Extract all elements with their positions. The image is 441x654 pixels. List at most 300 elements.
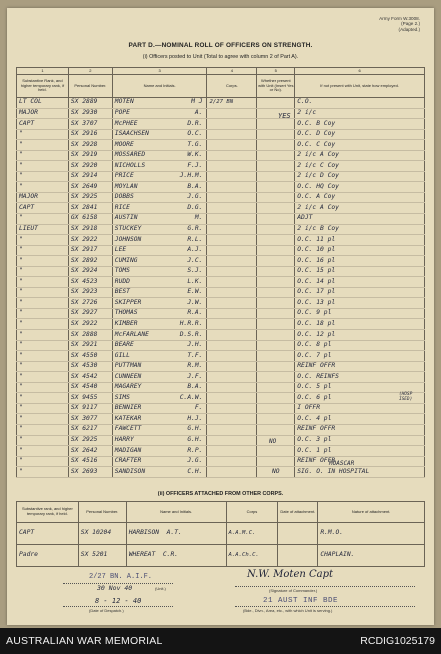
cell-number: SX 2927 [68, 308, 112, 319]
cell-rank: " [17, 140, 69, 151]
att-nature: R.M.O. [318, 523, 425, 545]
att-header-number: Personal Number. [78, 502, 126, 523]
cell-corps [207, 456, 257, 467]
despatch-line [63, 606, 173, 607]
cell-corps [207, 171, 257, 182]
cell-rank: " [17, 266, 69, 277]
attached-row [17, 545, 425, 567]
table-row [17, 456, 425, 467]
cell-name [112, 98, 207, 109]
form-page-text: (Page 2.) [401, 21, 420, 27]
officer-initials: R.P. [187, 446, 203, 454]
officer-surname: MAGAREY [114, 383, 142, 391]
officer-surname: McFARLANE [114, 330, 149, 338]
cell-present [257, 235, 295, 246]
cell-employed: O.C. 14 pl [295, 277, 425, 288]
officer-initials: G.H. [187, 425, 203, 433]
header-name: Name and Initials. [112, 75, 207, 98]
cell-corps [207, 319, 257, 330]
cell-number: SX 2888 [68, 330, 112, 341]
officer-surname: SIMS [114, 393, 130, 401]
cell-name [112, 424, 207, 435]
cell-rank: " [17, 467, 69, 478]
cell-name [112, 266, 207, 277]
officer-surname: LEE [114, 246, 127, 254]
table-row [17, 382, 425, 393]
officer-surname: JOHNSON [114, 235, 142, 243]
column-number-row [17, 68, 425, 75]
cell-employed: O.C. 10 pl [295, 245, 425, 256]
officer-initials: F. [194, 404, 203, 412]
table-row [17, 277, 425, 288]
cell-employed: O.C. 9 pl [295, 308, 425, 319]
cell-name [112, 340, 207, 351]
cell-corps [207, 424, 257, 435]
cell-employed: REINF OFFR [295, 424, 425, 435]
watermark-left: AUSTRALIAN WAR MEMORIAL [6, 635, 163, 647]
table-row [17, 403, 425, 414]
cell-rank: MAJOR [17, 108, 69, 119]
col-num: 6 [295, 68, 425, 75]
cell-corps [207, 414, 257, 425]
table-row [17, 351, 425, 362]
cell-corps [207, 287, 257, 298]
cell-corps [207, 361, 257, 372]
cell-name [112, 129, 207, 140]
cell-rank: CAPT [17, 119, 69, 130]
officer-surname: KIMBER [114, 319, 138, 327]
cell-present [257, 203, 295, 214]
att-name [126, 545, 226, 567]
cell-number: SX 4516 [68, 456, 112, 467]
officer-initials: D.R. [187, 119, 203, 127]
cell-name [112, 108, 207, 119]
cell-rank: " [17, 256, 69, 267]
cell-present [257, 245, 295, 256]
table-header-row [17, 75, 425, 98]
cell-name [112, 182, 207, 193]
cell-corps [207, 182, 257, 193]
cell-name [112, 245, 207, 256]
cell-rank: " [17, 382, 69, 393]
att-rank: Padre [17, 545, 79, 567]
header-rank: Substantive Rank, and higher temporary rank, if held. [17, 75, 69, 98]
table-row [17, 235, 425, 246]
cell-employed: 2 i/c D Coy [295, 171, 425, 182]
cell-rank: LT COL [17, 98, 69, 109]
cell-present [257, 98, 295, 109]
signature-label: (Signature of Commander.) [269, 588, 318, 593]
cell-number: SX 4542 [68, 372, 112, 383]
cell-employed: 2 i/c C Coy [295, 161, 425, 172]
cell-rank: " [17, 277, 69, 288]
att-corps: A.A.M.C. [226, 523, 278, 545]
cell-rank: " [17, 161, 69, 172]
cell-employed: 2 i/c [295, 108, 425, 119]
att-corps: A.A.Ch.C. [226, 545, 278, 567]
cell-name [112, 298, 207, 309]
cell-present [257, 298, 295, 309]
attached-row [17, 523, 425, 545]
cell-employed: O.C. D Coy [295, 129, 425, 140]
unit-stamp: 2/27 BN. A.I.F. [89, 573, 153, 581]
cell-present [257, 330, 295, 341]
cell-employed: O.C. 18 pl [295, 319, 425, 330]
officer-surname: THOMAS [114, 309, 138, 317]
cell-number: SX 2920 [68, 161, 112, 172]
att-header-nature: Nature of attachment. [318, 502, 425, 523]
cell-number: SX 2914 [68, 171, 112, 182]
officer-surname: BEARE [114, 341, 134, 349]
cell-name [112, 414, 207, 425]
cell-rank: " [17, 245, 69, 256]
att-nature: CHAPLAIN. [318, 545, 425, 567]
cell-employed: ADJT [295, 214, 425, 225]
cell-name [112, 203, 207, 214]
cell-name [112, 403, 207, 414]
attached-header-row [17, 502, 425, 523]
cell-number: SX 4550 [68, 351, 112, 362]
cell-employed: O.C. 6 pl [295, 393, 425, 404]
cell-employed: C.O. [295, 98, 425, 109]
cell-number: SX 3707 [68, 119, 112, 130]
cell-present [257, 224, 295, 235]
officer-initials: W.K. [187, 151, 203, 159]
table-row [17, 129, 425, 140]
despatch-label: (Date of Despatch.) [89, 608, 124, 613]
table-row [17, 330, 425, 341]
cell-rank: " [17, 456, 69, 467]
officer-surname: McPHEE [114, 119, 138, 127]
officer-surname: PRICE [114, 172, 134, 180]
cell-name [112, 467, 207, 478]
cell-employed: O.C. C Coy [295, 140, 425, 151]
cell-corps [207, 224, 257, 235]
cell-corps [207, 435, 257, 446]
cell-name [112, 161, 207, 172]
table-row [17, 393, 425, 404]
officer-surname: CUNNEEN [114, 372, 142, 380]
cell-number: SX 2925 [68, 192, 112, 203]
cell-employed: O.C. A Coy [295, 192, 425, 203]
cell-present [257, 161, 295, 172]
cell-rank: " [17, 403, 69, 414]
att-number: SX 5201 [78, 545, 126, 567]
cell-number: SX 2928 [68, 140, 112, 151]
officer-initials: H.R.R. [179, 319, 203, 327]
officer-surname: GILL [114, 351, 130, 359]
cell-present [257, 150, 295, 161]
col-num: 3 [112, 68, 207, 75]
cell-employed: O.C. 15 pl [295, 266, 425, 277]
cell-present [257, 277, 295, 288]
cell-employed: O.C. B Coy [295, 119, 425, 130]
cell-rank: " [17, 214, 69, 225]
cell-corps [207, 330, 257, 341]
cell-employed: O.C. 12 pl [295, 330, 425, 341]
table-row [17, 214, 425, 225]
att-header-rank: Substantive rank, and higher temporary rank, if held. [17, 502, 79, 523]
cell-number: SX 2921 [68, 340, 112, 351]
cell-corps [207, 192, 257, 203]
table-row [17, 266, 425, 277]
cell-employed: O.C. 4 pl [295, 414, 425, 425]
cell-present [257, 308, 295, 319]
cell-number: SX 2726 [68, 298, 112, 309]
officer-surname: PUTTMAN [114, 362, 142, 370]
cell-present [257, 393, 295, 404]
table-row [17, 424, 425, 435]
cell-name [112, 224, 207, 235]
cell-present [257, 140, 295, 151]
cell-number: SX 2841 [68, 203, 112, 214]
hospital-margin-note: (HOSP ISED) [399, 392, 413, 402]
cell-number: SX 2925 [68, 435, 112, 446]
cell-rank: " [17, 287, 69, 298]
col-num: 5 [257, 68, 295, 75]
table-row [17, 467, 425, 478]
cell-rank: " [17, 340, 69, 351]
officer-initials: J.H.M. [179, 172, 203, 180]
brigade-stamp: 21 AUST INF BDE [263, 597, 339, 605]
cell-corps [207, 140, 257, 151]
att-surname: HARBISON [128, 529, 160, 537]
cell-corps [207, 119, 257, 130]
cell-present [257, 446, 295, 457]
officer-initials: G.R. [187, 225, 203, 233]
att-header-date: Date of attachment. [278, 502, 318, 523]
cell-employed: REINF OFFR [295, 456, 425, 467]
table-row [17, 161, 425, 172]
cell-present [257, 129, 295, 140]
header-number: Personal Number. [68, 75, 112, 98]
cell-rank: " [17, 424, 69, 435]
cell-corps [207, 245, 257, 256]
cell-corps [207, 393, 257, 404]
cell-number: SX 2924 [68, 266, 112, 277]
cell-present [257, 171, 295, 182]
att-date [278, 523, 318, 545]
signature-line [235, 586, 415, 587]
officer-initials: J.H. [187, 341, 203, 349]
officer-initials: M J [191, 98, 203, 106]
table-row [17, 319, 425, 330]
officer-surname: KATEKAR [114, 414, 142, 422]
cell-corps [207, 214, 257, 225]
cell-present [257, 287, 295, 298]
officer-surname: MOYLAN [114, 182, 138, 190]
cell-corps [207, 372, 257, 383]
cell-corps [207, 308, 257, 319]
commander-signature: N.W. Moten Capt [247, 569, 334, 580]
att-header-corps: Corps [226, 502, 278, 523]
officer-surname: ISAACHSEN [114, 130, 149, 138]
cell-present: NO [257, 467, 295, 478]
cell-corps [207, 108, 257, 119]
cell-present [257, 119, 295, 130]
cell-number: SX 2917 [68, 245, 112, 256]
cell-present [257, 382, 295, 393]
cell-number: SX 9455 [68, 393, 112, 404]
cell-rank: CAPT [17, 203, 69, 214]
cell-corps [207, 467, 257, 478]
officer-initials: H.J. [187, 414, 203, 422]
cell-number: SX 2919 [68, 150, 112, 161]
moascar-note: MOASCAR [329, 460, 355, 467]
cell-rank: " [17, 150, 69, 161]
table-row [17, 108, 425, 119]
cell-employed: 2 i/c B Coy [295, 224, 425, 235]
cell-name [112, 256, 207, 267]
form-adapted-text: (Adapted.) [398, 26, 420, 32]
cell-number: SX 2916 [68, 129, 112, 140]
officer-initials: R.L. [187, 235, 203, 243]
cell-name [112, 351, 207, 362]
cell-corps [207, 340, 257, 351]
cell-corps [207, 256, 257, 267]
cell-name [112, 214, 207, 225]
cell-corps [207, 277, 257, 288]
cell-employed: 2 i/c A Coy [295, 203, 425, 214]
officer-initials: E.W. [187, 288, 203, 296]
cell-present [257, 372, 295, 383]
cell-employed: 2 i/c A Coy [295, 150, 425, 161]
cell-corps [207, 351, 257, 362]
cell-rank: " [17, 182, 69, 193]
officer-initials: S.J. [187, 267, 203, 275]
cell-name [112, 192, 207, 203]
col-num: 4 [207, 68, 257, 75]
officer-initials: J.C. [187, 256, 203, 264]
cell-name [112, 277, 207, 288]
cell-number: SX 2642 [68, 446, 112, 457]
cell-rank: " [17, 351, 69, 362]
cell-rank: " [17, 171, 69, 182]
officer-surname: STUCKEY [114, 225, 142, 233]
header-corps: Corps. [207, 75, 257, 98]
cell-employed: O.C. 13 pl [295, 298, 425, 309]
officer-surname: HARRY [114, 435, 134, 443]
officer-surname: POPE [114, 109, 130, 117]
cell-name [112, 235, 207, 246]
cell-present [257, 319, 295, 330]
cell-present [257, 351, 295, 362]
table-row [17, 98, 425, 109]
officer-initials: J.W. [187, 298, 203, 306]
officer-surname: CUMING [114, 256, 138, 264]
table-row [17, 119, 425, 130]
att-initials: C.R. [162, 551, 179, 559]
officer-initials: T.G. [187, 140, 203, 148]
cell-name [112, 446, 207, 457]
yes-mark: YES [278, 112, 291, 120]
cell-corps [207, 235, 257, 246]
cell-employed: O.C. 11 pl [295, 235, 425, 246]
officer-initials: F.J. [187, 161, 203, 169]
officer-initials: A. [194, 109, 203, 117]
cell-rank: " [17, 330, 69, 341]
officer-surname: RICE [114, 203, 130, 211]
att-date [278, 545, 318, 567]
unit-label: (Unit.) [155, 586, 166, 591]
cell-corps [207, 203, 257, 214]
cell-rank: " [17, 414, 69, 425]
cell-rank: " [17, 319, 69, 330]
table-row [17, 150, 425, 161]
cell-rank: " [17, 435, 69, 446]
no-mark: NO [269, 438, 277, 445]
cell-present [257, 214, 295, 225]
cell-corps [207, 403, 257, 414]
cell-present [257, 414, 295, 425]
table-row [17, 308, 425, 319]
cell-number: SX 2649 [68, 182, 112, 193]
officer-initials: A.J. [187, 246, 203, 254]
cell-rank: " [17, 393, 69, 404]
watermark-right: RCDIG1025179 [360, 635, 435, 647]
officer-initials: D.S.R. [179, 330, 203, 338]
table-row [17, 182, 425, 193]
table-row [17, 372, 425, 383]
cell-present [257, 266, 295, 277]
cell-present [257, 424, 295, 435]
cell-present [257, 182, 295, 193]
document-page [7, 8, 434, 625]
col-num: 1 [17, 68, 69, 75]
table-row [17, 435, 425, 446]
table-row [17, 256, 425, 267]
table-row [17, 340, 425, 351]
att-rank: CAPT [17, 523, 79, 545]
officer-surname: DOBBS [114, 193, 134, 201]
table-row [17, 171, 425, 182]
cell-number: SX 2892 [68, 256, 112, 267]
officer-initials: G.H. [187, 435, 203, 443]
cell-number: SX 4523 [68, 277, 112, 288]
cell-employed: I OFFR [295, 403, 425, 414]
cell-employed: O.C. REINFS [295, 372, 425, 383]
officer-surname: TOMS [114, 267, 130, 275]
officer-initials: J.F. [187, 372, 203, 380]
officer-surname: SKIPPER [114, 298, 142, 306]
officer-surname: BEST [114, 288, 130, 296]
cell-rank: " [17, 235, 69, 246]
cell-number: SX 9117 [68, 403, 112, 414]
officer-surname: SANDISON [114, 467, 146, 475]
section-attached-title: (ii) OFFICERS ATTACHED FROM OTHER CORPS. [157, 491, 284, 497]
table-row [17, 361, 425, 372]
officer-initials: T.F. [187, 351, 203, 359]
cell-name [112, 372, 207, 383]
form-number-text: Army Form W.3008. [379, 16, 420, 21]
cell-number: SX 2922 [68, 319, 112, 330]
table-row [17, 298, 425, 309]
cell-name [112, 435, 207, 446]
cell-name [112, 330, 207, 341]
cell-rank: " [17, 129, 69, 140]
officer-surname: RUDD [114, 277, 130, 285]
officer-surname: MOSSARED [114, 151, 146, 159]
cell-number: SX 2693 [68, 467, 112, 478]
cell-rank: " [17, 308, 69, 319]
cell-rank: MAJOR [17, 192, 69, 203]
table-row [17, 287, 425, 298]
cell-number: SX 6217 [68, 424, 112, 435]
cell-name [112, 287, 207, 298]
cell-present [257, 403, 295, 414]
header-employed: If not present with Unit, state how employed. [295, 75, 425, 98]
officer-surname: FAWCETT [114, 425, 142, 433]
